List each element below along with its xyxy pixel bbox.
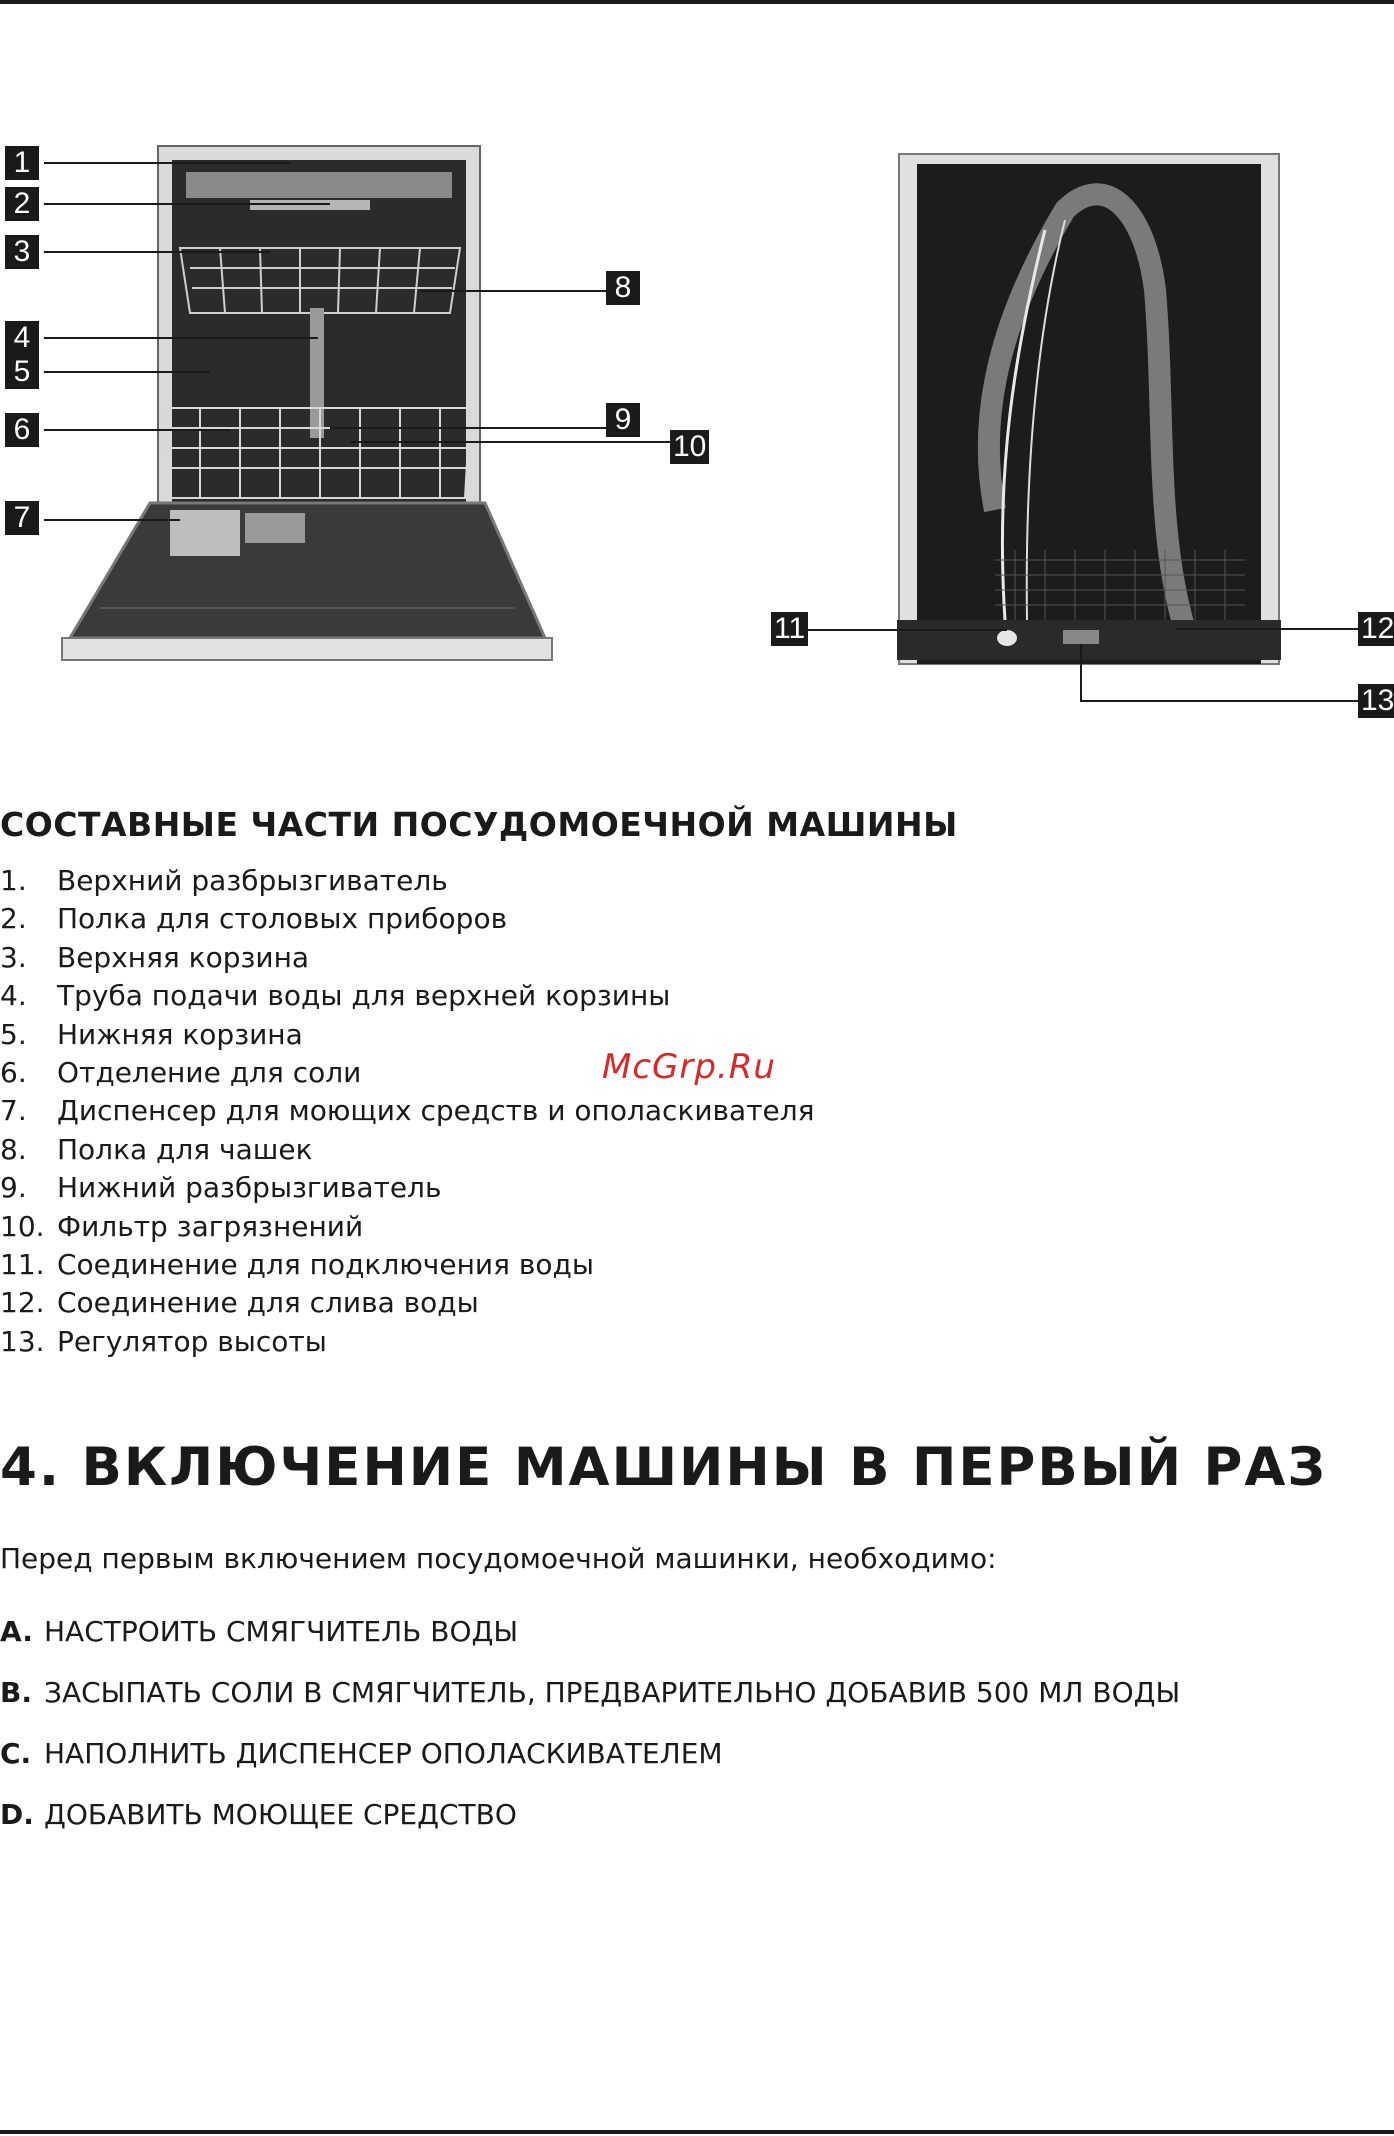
callout-13: 13 xyxy=(1358,684,1394,718)
callout-9: 9 xyxy=(606,403,640,437)
list-item: 3. Верхняя корзина xyxy=(0,940,310,974)
dishwasher-back-figure xyxy=(765,150,1394,730)
callout-2: 2 xyxy=(5,187,39,221)
list-item: 1. Верхний разбрызгиватель xyxy=(0,864,448,897)
callout-11: 11 xyxy=(771,612,808,646)
list-item: 5. Нижняя корзина xyxy=(0,1017,303,1051)
callout-12: 12 xyxy=(1358,612,1394,646)
callout-10: 10 xyxy=(670,430,709,464)
step-d: D. ДОБАВИТЬ МОЮЩЕЕ СРЕДСТВО xyxy=(0,1798,517,1831)
list-item: 13. Регулятор высоты xyxy=(0,1324,327,1358)
parts-list xyxy=(0,862,815,1361)
watermark: McGrp.Ru xyxy=(602,1047,776,1087)
chapter-intro: Перед первым включением посудомоечной машинки, необходимо: xyxy=(0,1542,997,1575)
step-b: B. ЗАСЫПАТЬ СОЛИ В СМЯГЧИТЕЛЬ, ПРЕДВАРИТЕЛЬНО ДОБАВИВ 500 МЛ ВОДЫ xyxy=(0,1676,1181,1709)
callout-8: 8 xyxy=(606,271,640,305)
parts-section-title: СОСТАВНЫЕ ЧАСТИ ПОСУДОМОЕЧНОЙ МАШИНЫ xyxy=(0,805,958,844)
list-item: 8. Полка для чашек xyxy=(0,1132,313,1166)
callout-4: 4 xyxy=(5,321,39,355)
callout-7: 7 xyxy=(5,501,39,535)
bottom-rule xyxy=(0,2130,1394,2134)
dishwasher-front-figure xyxy=(0,138,725,698)
chapter-title: 4. ВКЛЮЧЕНИЕ МАШИНЫ В ПЕРВЫЙ РАЗ xyxy=(0,1437,1328,1498)
list-item: 10. Фильтр загрязнений xyxy=(0,1209,364,1243)
list-item: 7. Диспенсер для моющих средств и ополаскивателя xyxy=(0,1094,815,1128)
steps-list xyxy=(0,1612,1180,1856)
list-item: 2. Полка для столовых приборов xyxy=(0,902,508,936)
list-item: 11. Соединение для подключения воды xyxy=(0,1247,594,1281)
callout-5: 5 xyxy=(5,355,39,389)
callout-3: 3 xyxy=(5,235,39,269)
list-item: 6. Отделение для соли xyxy=(0,1055,362,1089)
step-a: A. НАСТРОИТЬ СМЯГЧИТЕЛЬ ВОДЫ xyxy=(0,1615,519,1648)
list-item: 4. Труба подачи воды для верхней корзины xyxy=(0,979,671,1013)
top-rule xyxy=(0,0,1394,4)
list-item: 9. Нижний разбрызгиватель xyxy=(0,1171,442,1205)
step-c: C. НАПОЛНИТЬ ДИСПЕНСЕР ОПОЛАСКИВАТЕЛЕМ xyxy=(0,1737,723,1770)
dishwasher-back-illustration xyxy=(765,150,1394,730)
callout-1: 1 xyxy=(5,146,39,180)
callout-6: 6 xyxy=(5,413,39,447)
list-item: 12. Соединение для слива воды xyxy=(0,1286,479,1320)
